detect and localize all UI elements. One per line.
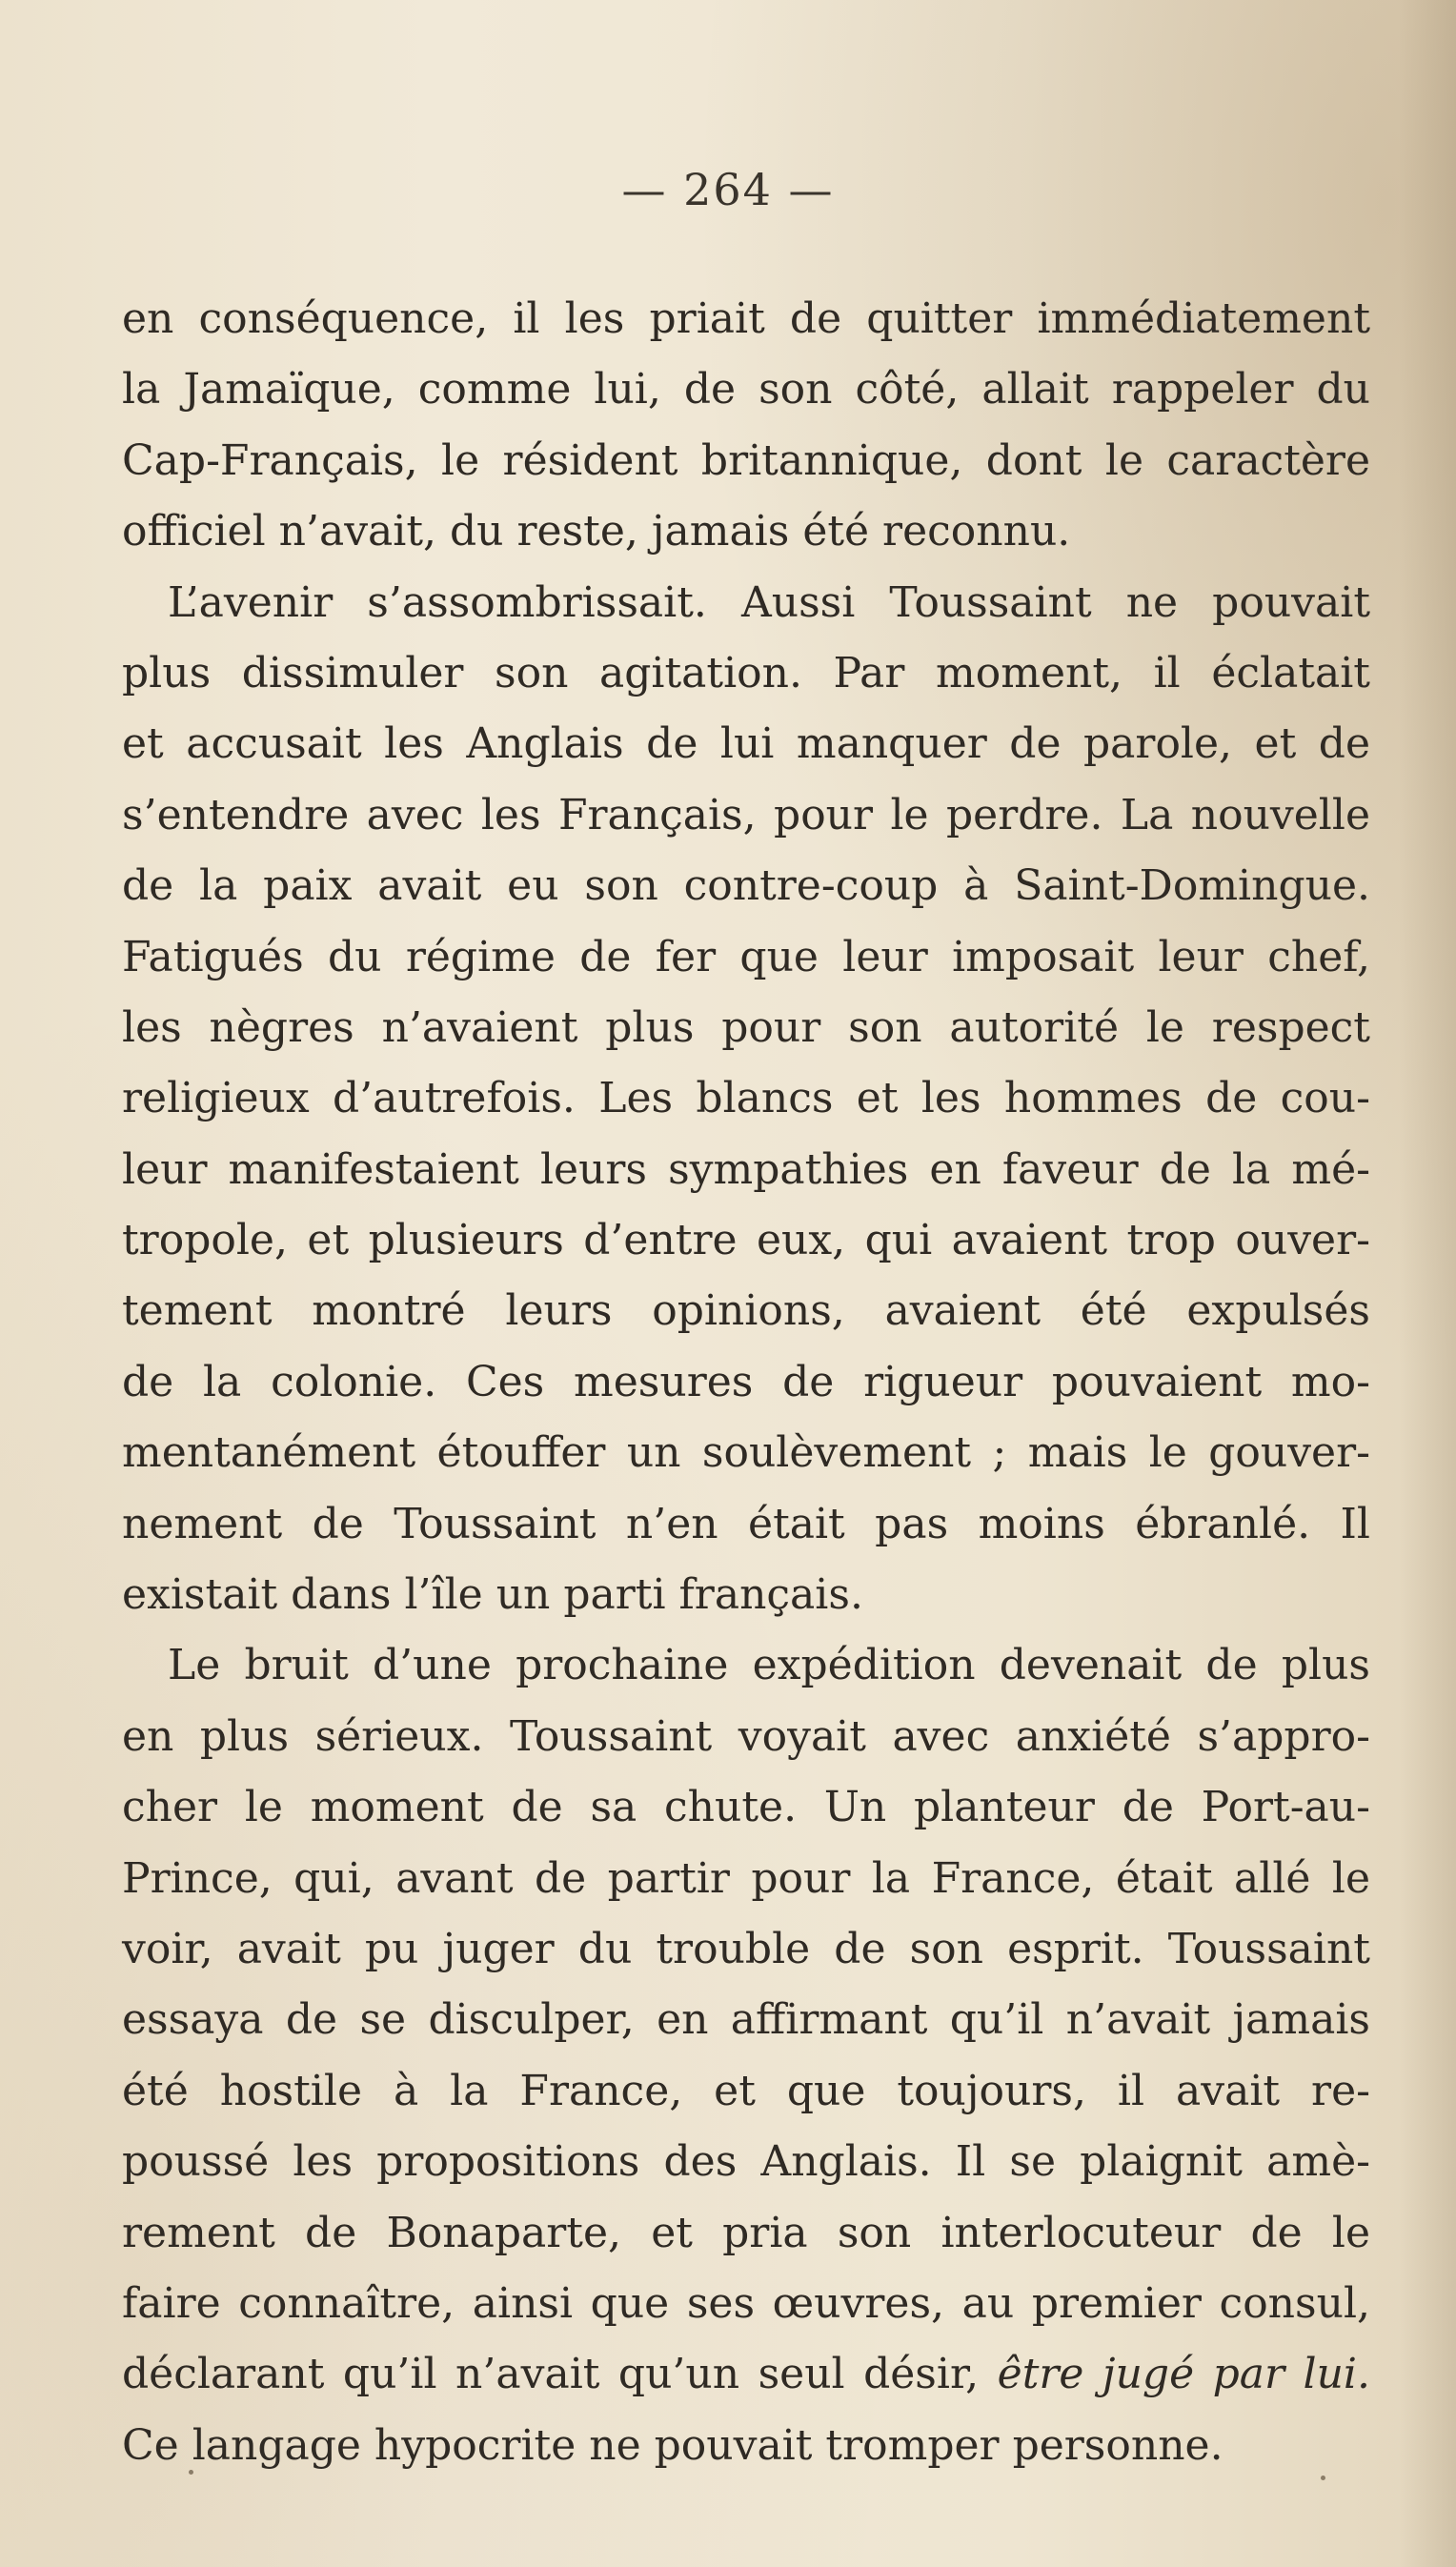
text-line: essaya de se disculper, en affirmant qu’il n’avait jamais: [122, 1995, 1370, 2045]
text-line: cher le moment de sa chute. Un planteur de Port-au-: [122, 1783, 1370, 1832]
text-line: en conséquence, il les priait de quitter immédiatement: [122, 294, 1370, 343]
text-line: existait dans l’île un parti français.: [122, 1570, 863, 1620]
text-line: la Jamaïque, comme lui, de son côté, allait rappeler du: [122, 365, 1370, 414]
text-line: Cap-Français, le résident britannique, dont le caractère: [122, 435, 1370, 485]
text-line: tropole, et plusieurs d’entre eux, qui avaient trop ouver-: [122, 1216, 1370, 1265]
paragraph-start-line: Le bruit d’une prochaine expédition devenait de plus: [168, 1641, 1370, 1690]
text-line: Fatigués du régime de fer que leur imposait leur chef,: [122, 932, 1370, 981]
text-line: faire connaître, ainsi que ses œuvres, au premier consul,: [122, 2278, 1370, 2328]
paper-speck: [189, 2470, 193, 2475]
text-line: Ce langage hypocrite ne pouvait tromper personne.: [122, 2420, 1223, 2470]
paper-speck: [1321, 2476, 1325, 2480]
text-segment: déclarant qu’il n’avait qu’un seul désir,: [122, 2350, 980, 2399]
body-text: [122, 284, 1370, 2481]
text-line: voir, avait pu juger du trouble de son esprit. Toussaint: [122, 1924, 1370, 1973]
text-line: leur manifestaient leurs sympathies en faveur de la mé-: [122, 1144, 1370, 1194]
text-line: nement de Toussaint n’en était pas moins ébranlé. Il: [122, 1499, 1370, 1548]
text-line: et accusait les Anglais de lui manquer de parole, et de: [122, 719, 1370, 769]
text-line-with-italic: [122, 2339, 1370, 2410]
text-line: de la paix avait eu son contre-coup à Saint-Domingue.: [122, 861, 1370, 911]
text-line: de la colonie. Ces mesures de rigueur pouvaient mo-: [122, 1357, 1370, 1406]
page-number: — 264 —: [621, 164, 835, 215]
text-line: en plus sérieux. Toussaint voyait avec anxiété s’appro-: [122, 1711, 1370, 1761]
text-line: mentanément étouffer un soulèvement ; mais le gouver-: [122, 1428, 1370, 1478]
paragraph-start-line: L’avenir s’assombrissait. Aussi Toussaint ne pouvait: [168, 577, 1370, 627]
text-line: Prince, qui, avant de partir pour la France, était allé le: [122, 1853, 1370, 1903]
text-line: officiel n’avait, du reste, jamais été reconnu.: [122, 507, 1071, 556]
text-line: s’entendre avec les Français, pour le perdre. La nouvelle: [122, 790, 1370, 839]
text-line: tement montré leurs opinions, avaient été expulsés: [122, 1286, 1370, 1336]
text-line: été hostile à la France, et que toujours, il avait re-: [122, 2066, 1370, 2115]
page-edge-shadow: [1399, 0, 1456, 2567]
text-line: poussé les propositions des Anglais. Il se plaignit amè-: [122, 2137, 1370, 2187]
italic-phrase: être jugé par lui.: [997, 2350, 1370, 2399]
text-line: religieux d’autrefois. Les blancs et les hommes de cou-: [122, 1074, 1370, 1123]
text-line: rement de Bonaparte, et pria son interlocuteur de le: [122, 2208, 1370, 2257]
text-line: les nègres n’avaient plus pour son autorité le respect: [122, 1002, 1370, 1052]
text-line: plus dissimuler son agitation. Par moment, il éclatait: [122, 648, 1370, 697]
